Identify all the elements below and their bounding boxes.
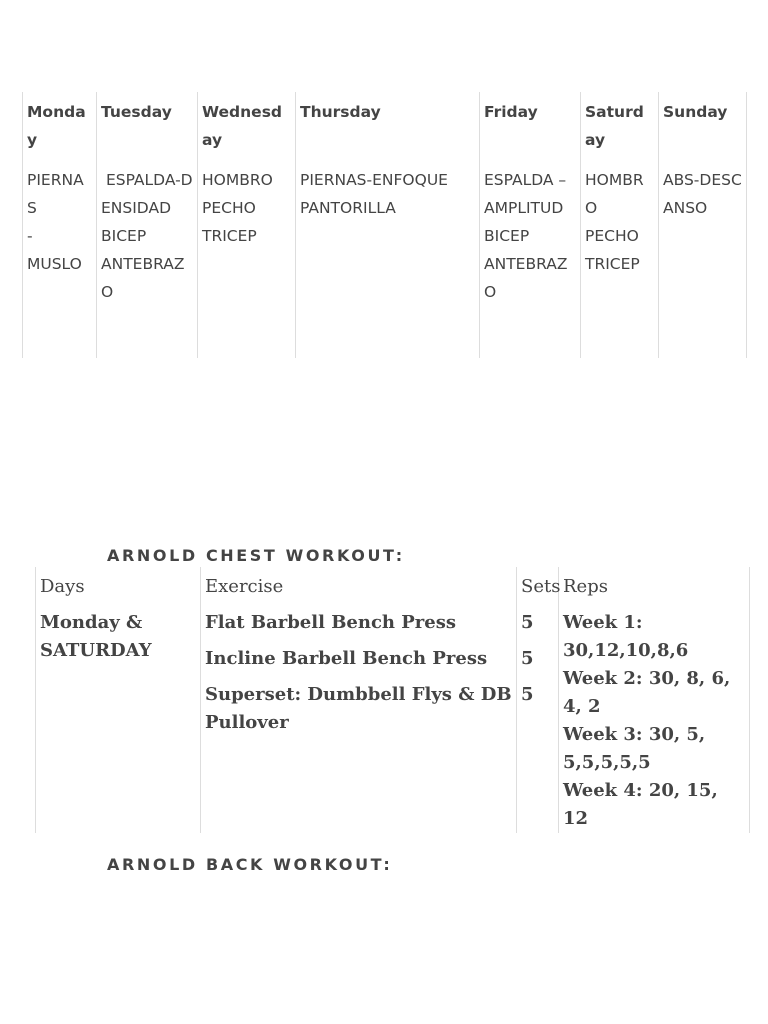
- cell-line: HOMBRO: [202, 171, 273, 189]
- cell-line: ANTEBRAZO: [484, 255, 568, 301]
- header-reps: Reps: [559, 567, 750, 603]
- header-tuesday: Tuesday: [97, 92, 198, 160]
- sets-item: 5: [521, 684, 534, 705]
- cell-line: BICEP: [101, 227, 147, 245]
- cell-line: AMPLITUD: [484, 199, 564, 217]
- reps-item: Week 1: 30,12,10,8,6: [563, 612, 689, 661]
- cell-line: ESPALDA-DENSIDAD: [101, 171, 193, 217]
- chest-header-row: [36, 567, 750, 603]
- header-thursday: Thursday: [296, 92, 480, 160]
- cell-line: MUSLO: [27, 255, 82, 273]
- schedule-header-row: [23, 92, 747, 160]
- cell-wednesday: [198, 160, 296, 358]
- chest-row: [36, 603, 750, 833]
- days-cell: Monday & SATURDAY: [36, 603, 201, 833]
- header-friday: Friday: [480, 92, 581, 160]
- chest-workout-table: [35, 567, 750, 833]
- cell-line: PECHO: [585, 227, 639, 245]
- header-sets: Sets: [517, 567, 559, 603]
- reps-item: Week 3: 30, 5, 5,5,5,5,5: [563, 724, 706, 773]
- cell-line: BICEP: [484, 227, 530, 245]
- cell-friday: [480, 160, 581, 358]
- sets-item: 5: [521, 648, 534, 669]
- exercise-item: Incline Barbell Bench Press: [205, 648, 488, 669]
- exercise-item: Flat Barbell Bench Press: [205, 612, 457, 633]
- header-wednesday: Wednesday: [198, 92, 296, 160]
- cell-line: PECHO: [202, 199, 256, 217]
- cell-line: PANTORILLA: [300, 199, 396, 217]
- exercise-cell: [201, 603, 517, 833]
- cell-monday: [23, 160, 97, 358]
- cell-saturday: [581, 160, 659, 358]
- header-days: Days: [36, 567, 201, 603]
- cell-line: HOMBRO: [585, 171, 644, 217]
- cell-sunday: [659, 160, 747, 358]
- sets-cell: [517, 603, 559, 833]
- cell-thursday: [296, 160, 480, 358]
- sets-item: 5: [521, 612, 534, 633]
- cell-line: TRICEP: [202, 227, 257, 245]
- header-monday: Monday: [23, 92, 97, 160]
- schedule-row: [23, 160, 747, 358]
- exercise-item: Superset: Dumbbell Flys & DB Pullover: [205, 684, 512, 733]
- reps-item: Week 4: 20, 15, 12: [563, 780, 718, 829]
- header-exercise: Exercise: [201, 567, 517, 603]
- header-sunday: Sunday: [659, 92, 747, 160]
- weekly-schedule-table: [22, 92, 747, 358]
- cell-line: ABS-DESCANSO: [663, 171, 742, 217]
- back-workout-heading: ARNOLD BACK WORKOUT:: [107, 855, 393, 874]
- cell-line: -: [27, 227, 33, 245]
- header-saturday: Saturday: [581, 92, 659, 160]
- cell-line: PIERNAS: [27, 171, 84, 217]
- cell-line: ESPALDA –: [484, 171, 567, 189]
- chest-workout-heading: ARNOLD CHEST WORKOUT:: [107, 546, 405, 565]
- cell-line: TRICEP: [585, 255, 640, 273]
- cell-line: ANTEBRAZO: [101, 255, 185, 301]
- cell-line: PIERNAS-ENFOQUE: [300, 171, 448, 189]
- reps-cell: [559, 603, 750, 833]
- reps-item: Week 2: 30, 8, 6, 4, 2: [563, 668, 731, 717]
- cell-tuesday: [97, 160, 198, 358]
